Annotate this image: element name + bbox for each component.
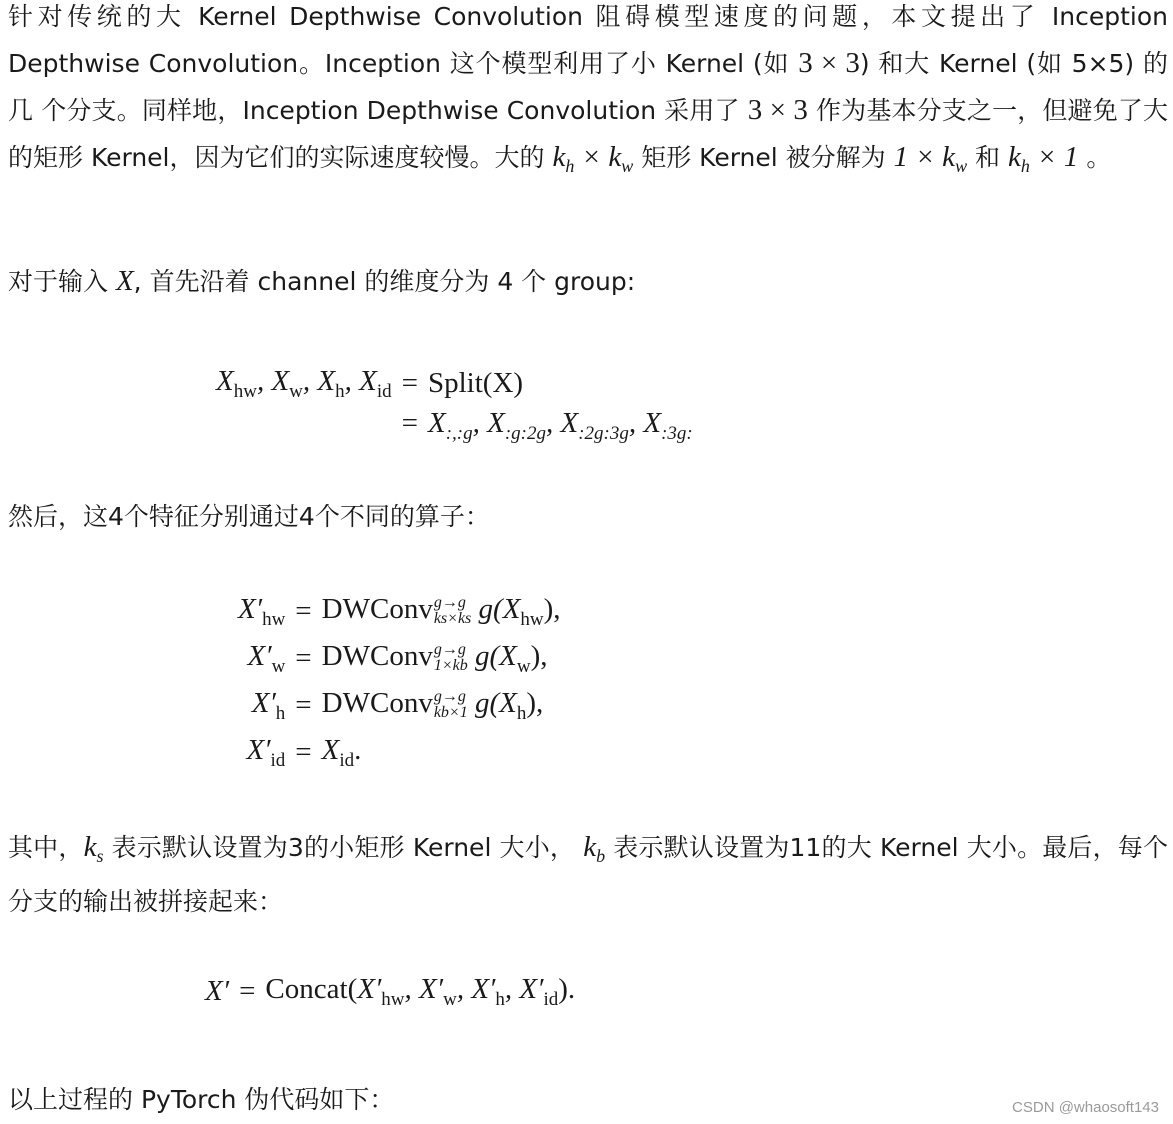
split-intro-paragraph: 对于输入 X, 首先沿着 channel 的维度分为 4 个 group: [8,265,636,297]
watermark: CSDN @whaosoft143 [1012,1099,1159,1116]
operators-intro-paragraph: 然后，这4个特征分别通过4个不同的算子： [8,502,490,531]
operators-equation: $X'_{hw}$ = DWConv g→g ks×ks $g(X_{hw})$, $X'_w$ = DWConv g→g 1×kb $g(X_w)$, $X'_h$ = DWConv g→g kb×1 $g(X_h)$, $X'_{id}$ = $X_{id}$. [238,592,561,771]
split-equation: $X_{hw}$, $X_w$, $X_h$, $X_{id}$ = Split(X) = $X_{:,:g}$, $X_{:g:2g}$, $X_{:2g:3g}$, $X_{:3g:}$ [216,364,693,444]
intro-paragraph: 针对传统的大 Kernel Depthwise Convolution 阻碍模型速度的问题，本文提出了 Inception Depthwise Convolution。Inception 这个模型利用了小 Kernel (如 3 × 3) 和大 Kernel (如 5×5) 的几 个分支。同样地，Inception Depthwise Convolution 采用了 3 × 3 作为基本分支之一，但避免了大 的矩形 Kernel，因为它们的实际速度较慢。大的 $k_h \times k_w$ 矩形 Kernel 被分解为 $1 \times k_w$ 和 $k_h \times 1$ 。 [8,2,1169,176]
kernel-size-paragraph: 其中，$k_s$ 表示默认设置为3的小矩形 Kernel 大小， $k_b$ 表示默认设置为11的大 Kernel 大小。最后，每个分支的输出被拼接起来： [8,831,1168,916]
concat-equation: X′ = $Concat(X'_{hw}$, $X'_w$, $X'_h$, $X'_{id}$). [205,972,576,1010]
pseudocode-intro-paragraph: 以上过程的 PyTorch 伪代码如下： [8,1085,395,1114]
